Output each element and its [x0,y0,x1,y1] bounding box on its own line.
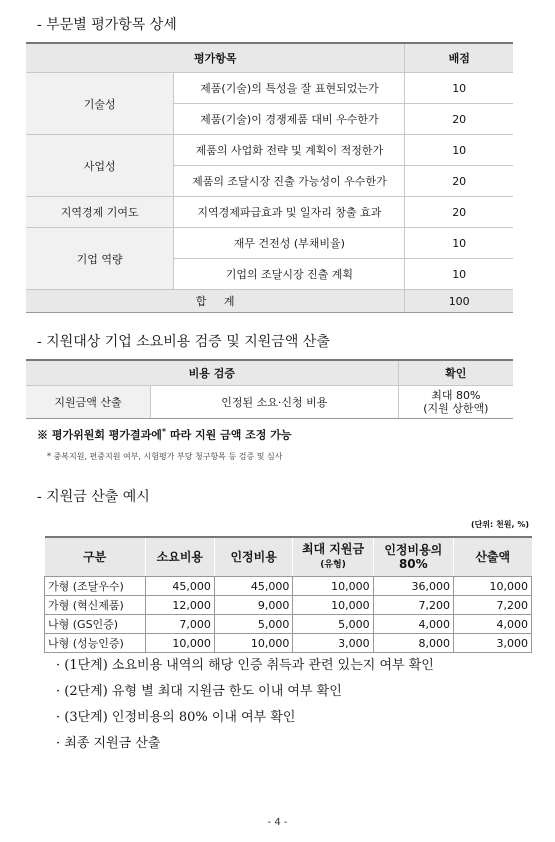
header-item: 평가항목 [26,43,405,73]
cell-approved: 45,000 [214,577,292,596]
score-cell: 10 [405,73,513,104]
row-confirm [398,386,513,419]
cell-type: 나형 (GS인증) [45,615,146,634]
category-cell: 기업 역량 [26,228,174,290]
cell-calc: 7,200 [453,596,531,615]
cell-approved: 5,000 [214,615,292,634]
header-pct [373,537,453,577]
list-item: · (1단계) 소요비용 내역의 해당 인증 취득과 관련 있는지 여부 확인 [56,658,434,673]
note-adjust [37,426,292,443]
cell-pct: 7,200 [373,596,453,615]
list-item: · (3단계) 인정비용의 80% 이내 여부 확인 [56,710,296,725]
total-label: 합 계 [26,290,405,313]
cell-calc: 3,000 [453,634,531,653]
header-calc: 산출액 [453,537,531,577]
cell-required: 7,000 [145,615,214,634]
table-row [45,615,532,634]
header-cost: 비용 검증 [26,360,398,386]
cell-calc: 10,000 [453,577,531,596]
cell-max: 10,000 [293,577,373,596]
category-cell: 지역경제 기여도 [26,197,174,228]
table-row [45,634,532,653]
cell-required: 45,000 [145,577,214,596]
note-footnote: * 중복지원, 편중지원 여부, 시험평가 부당 청구항목 등 검증 및 심사 [47,452,283,461]
header-approved: 인정비용 [214,537,292,577]
cell-approved: 10,000 [214,634,292,653]
table-row [45,577,532,596]
max-line2: (유형) [320,560,346,570]
cell-pct: 8,000 [373,634,453,653]
row-desc: 인정된 소요·신청 비용 [150,386,398,419]
cell-calc: 4,000 [453,615,531,634]
cell-max: 5,000 [293,615,373,634]
page-number: - 4 - [267,817,288,828]
header-required: 소요비용 [145,537,214,577]
calculation-table [44,536,532,653]
total-score: 100 [405,290,513,313]
item-cell: 기업의 조달시장 진출 계획 [174,259,405,290]
unit-label: (단위: 천원, %) [470,520,529,529]
cell-type: 나형 (성능인증) [45,634,146,653]
item-cell: 제품(기술)이 경쟁제품 대비 우수한가 [174,104,405,135]
confirm-line2: (지원 상한액) [423,402,489,415]
score-cell: 20 [405,166,513,197]
note1-mark: * [161,426,167,436]
category-cell: 사업성 [26,135,174,197]
header-type: 구분 [45,537,146,577]
score-cell: 10 [405,135,513,166]
cell-type: 가형 (혁신제품) [45,596,146,615]
score-cell: 10 [405,228,513,259]
cell-max: 10,000 [293,596,373,615]
header-confirm: 확인 [398,360,513,386]
item-cell: 제품의 조달시장 진출 가능성이 우수한가 [174,166,405,197]
item-cell: 제품(기술)의 특성을 잘 표현되었는가 [174,73,405,104]
pct-line1: 인정비용의 [384,543,443,557]
section2-heading: - 지원대상 기업 소요비용 검증 및 지원금액 산출 [37,334,330,350]
cell-pct: 4,000 [373,615,453,634]
cost-verification-table [26,359,513,419]
max-line1: 최대 지원금 [301,542,365,556]
item-cell: 재무 건전성 (부채비율) [174,228,405,259]
header-score: 배점 [405,43,513,73]
confirm-line1: 최대 80% [431,389,481,402]
step-list [56,654,434,758]
cell-pct: 36,000 [373,577,453,596]
cell-required: 12,000 [145,596,214,615]
cell-required: 10,000 [145,634,214,653]
pct-line2: 80% [398,557,428,571]
list-item: · (2단계) 유형 별 최대 지원금 한도 이내 여부 확인 [56,684,342,699]
section1-heading: - 부문별 평가항목 상세 [37,17,177,33]
item-cell: 지역경제파급효과 및 일자리 창출 효과 [174,197,405,228]
note1-post: 따라 지원 금액 조정 가능 [166,428,292,442]
category-cell: 기술성 [26,73,174,135]
cell-max: 3,000 [293,634,373,653]
cell-approved: 9,000 [214,596,292,615]
item-cell: 제품의 사업화 전략 및 계획이 적정한가 [174,135,405,166]
row-label: 지원금액 산출 [26,386,150,419]
header-max [293,537,373,577]
score-cell: 10 [405,259,513,290]
section3-heading: - 지원금 산출 예시 [37,489,150,505]
cell-type: 가형 (조달우수) [45,577,146,596]
score-cell: 20 [405,197,513,228]
score-cell: 20 [405,104,513,135]
note1-pre: ※ 평가위원회 평가결과에 [37,428,162,442]
evaluation-table [26,42,513,313]
list-item: · 최종 지원금 산출 [56,736,161,751]
table-row [45,596,532,615]
